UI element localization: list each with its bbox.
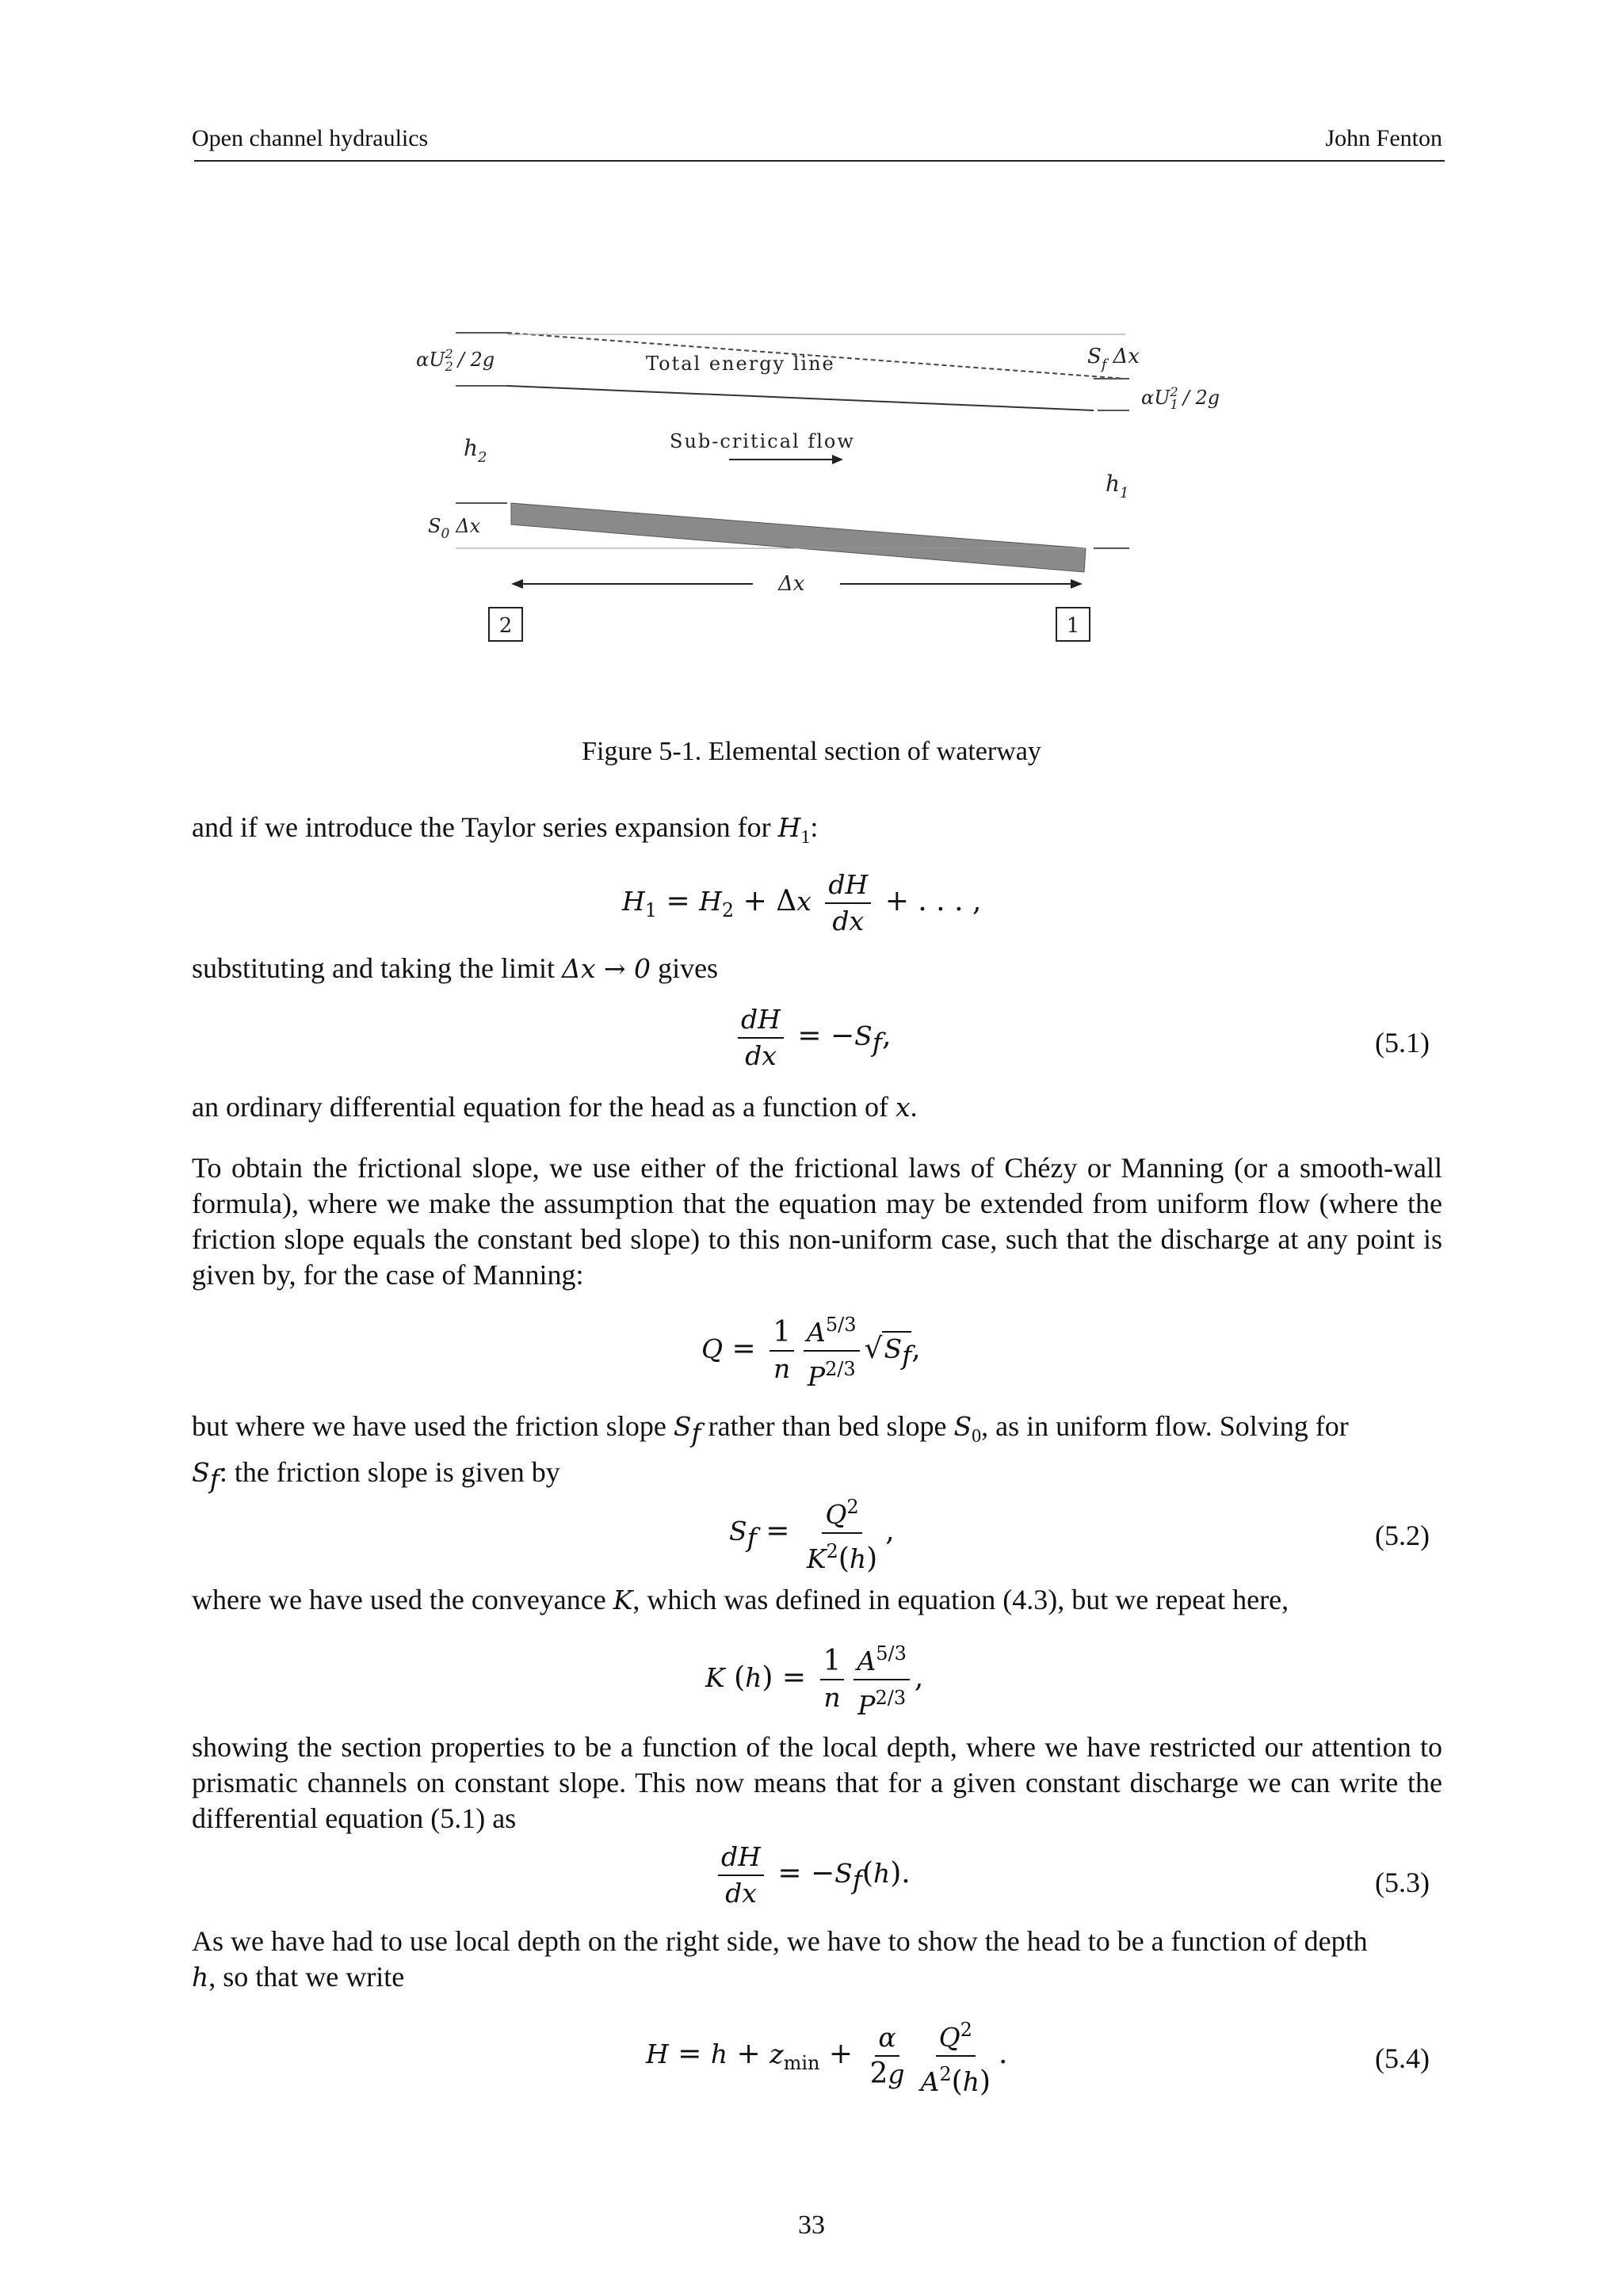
flow-arrowhead (832, 455, 843, 464)
section-2-label: 2 (498, 614, 513, 638)
equation-5-1: $\frac{dH}{dx}$ = $-S_f$, (733, 1002, 891, 1074)
running-header-author: John Fenton (1325, 125, 1442, 151)
figure-caption: Figure 5-1. Elemental section of waterway (582, 737, 1041, 766)
sf-dx-label: $S_f$ Δx (1087, 345, 1140, 373)
paragraph-head-depth: As we have had to use local depth on the right side, we have to show the head to be a function of depth h, so that we write (192, 1925, 1368, 1993)
h1-label: $h_1$ (1106, 471, 1129, 502)
vel-head-2-label: $\alpha U^2$ 2 / 2g (416, 346, 495, 374)
s0-dx-label: $S_0$ Δx (428, 515, 481, 542)
running-header-title: Open channel hydraulics (192, 125, 429, 151)
page-number: 33 (798, 2210, 825, 2240)
sub-critical-flow-label: Sub-critical flow (670, 430, 855, 452)
equation-number-5-1: (5.1) (1375, 1027, 1430, 1058)
dx-label: Δx (778, 572, 805, 596)
paragraph-frictional-slope: To obtain the frictional slope, we use either of the frictional laws of Chézy or Manning (or a smooth-wall formula), where we make the assumption that the equation may be extended from uniform flow (where the friction slope equals the constant bed slope) to this non-uniform case, such that the discharge at any point is given by, for the case of Manning: (192, 1152, 1442, 1291)
paragraph-section-properties: showing the section properties to be a function of the local depth, where we have restricted our attention to prismatic channels on constant slope. This now means that for a given constant discharge we can write the differential equation (5.1) as (192, 1731, 1442, 1834)
equation-number-5-4: (5.4) (1375, 2042, 1430, 2074)
paragraph-limit: substituting and taking the limit Δx → 0 gives (192, 952, 719, 984)
paragraph-conveyance: where we have used the conveyance K, which was defined in equation (4.3), but we repeat here, (192, 1584, 1289, 1615)
equation-5-3: $\frac{dH}{dx}$ = $-S_f(h)$. (713, 1840, 911, 1911)
equation-number-5-3: (5.3) (1375, 1867, 1430, 1898)
conveyance-equation: K (h) = $\frac{1}{n}$ $\frac{A^{5/3}}{P^{2/3}}$ , (705, 1636, 923, 1723)
section-1-label: 1 (1066, 614, 1080, 638)
water-surface-line (507, 386, 1094, 410)
elemental-section-figure (0, 0, 1623, 713)
paragraph-friction-slope: but where we have used the friction slope $S_f$ rather than bed slope $S_0$, as in uniform flow. Solving for $S_f$: the friction slope is given by (192, 1410, 1349, 1495)
vel-head-1-label: $\alpha U^2$ 1 / 2g (1141, 384, 1220, 412)
total-energy-line-label: Total energy line (646, 353, 835, 375)
h2-label: $h_2$ (464, 435, 487, 466)
channel-bed (511, 503, 1086, 572)
equation-5-4: $H = h + z_{min}$ + $\frac{\alpha}{2g}$ $\frac{Q^2}{A^2(h)}$ . (646, 2012, 1007, 2100)
paragraph-ode: an ordinary differential equation for the head as a function of x. (192, 1091, 918, 1123)
taylor-expansion-equation: $H_1 = H_2 + \Delta x$ $\frac{dH}{dx}$ + . . . , (622, 869, 982, 936)
equation-5-2: $S_f$ = $\frac{Q^2}{K^2(h)}$ , (729, 1489, 895, 1577)
paragraph-taylor-intro: and if we introduce the Taylor series expansion for $H_1$: (192, 811, 819, 849)
manning-equation: Q = $\frac{1}{n}$ $\frac{A^{5/3}}{P^{2/3}}$ $√S_f$, (701, 1307, 921, 1394)
equation-number-5-2: (5.2) (1375, 1520, 1430, 1551)
